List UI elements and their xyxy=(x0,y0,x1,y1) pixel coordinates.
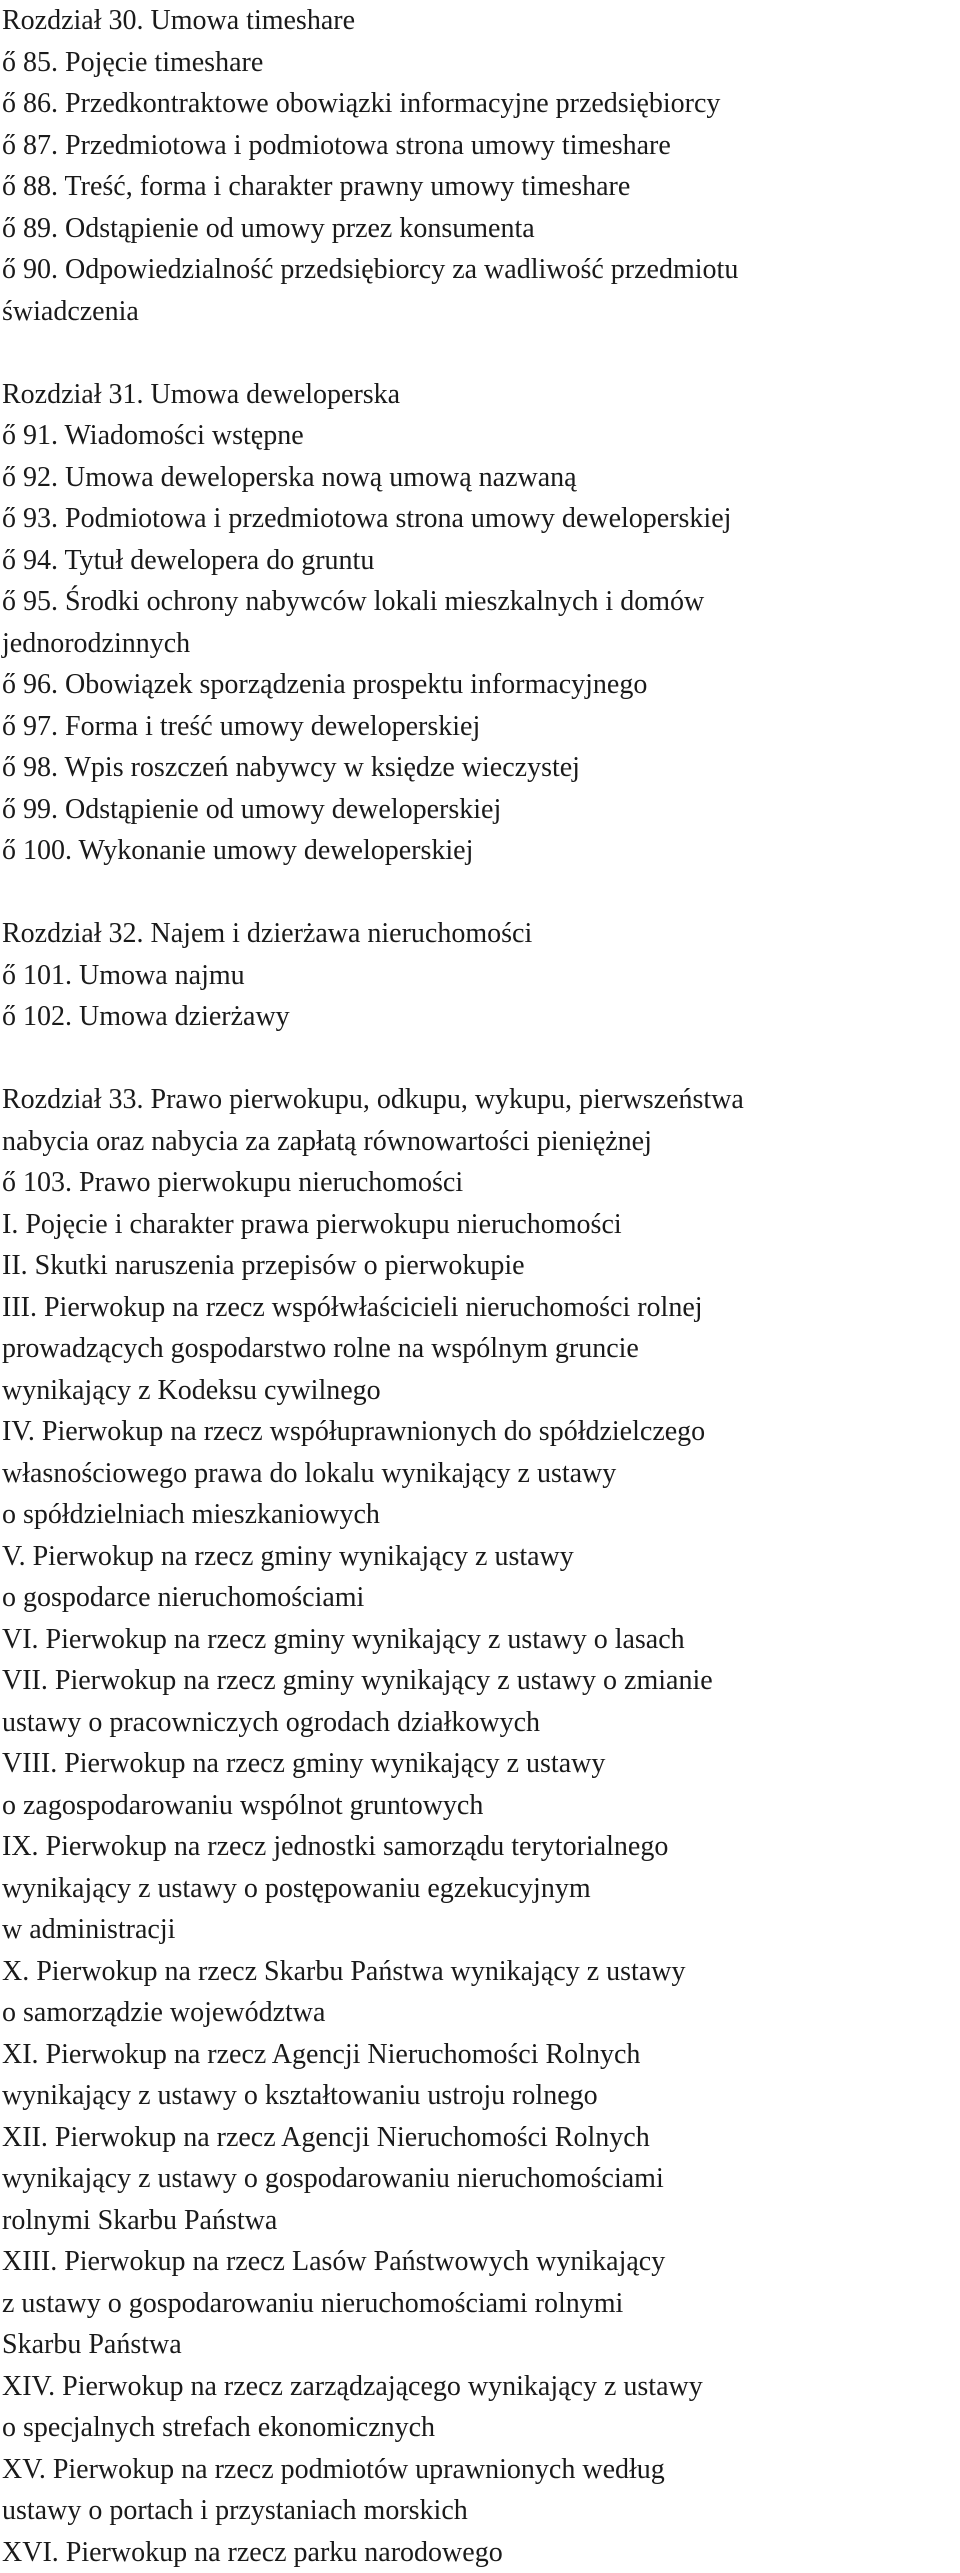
toc-line: prowadzących gospodarstwo rolne na wspólnym gruncie xyxy=(2,1328,960,1370)
toc-line: z ustawy o gospodarowaniu nieruchomościami rolnymi xyxy=(2,2283,960,2325)
toc-line: III. Pierwokup na rzecz współwłaścicieli nieruchomości rolnej xyxy=(2,1287,960,1329)
toc-line: IX. Pierwokup na rzecz jednostki samorządu terytorialnego xyxy=(2,1826,960,1868)
toc-line: ő 103. Prawo pierwokupu nieruchomości xyxy=(2,1162,960,1204)
section-spacer xyxy=(2,332,960,374)
toc-line: ő 88. Treść, forma i charakter prawny umowy timeshare xyxy=(2,166,960,208)
toc-line: ő 94. Tytuł dewelopera do gruntu xyxy=(2,540,960,582)
toc-line: IV. Pierwokup na rzecz współuprawnionych do spółdzielczego xyxy=(2,1411,960,1453)
toc-line: rolnymi Skarbu Państwa xyxy=(2,2200,960,2242)
toc-line: XI. Pierwokup na rzecz Agencji Nieruchomości Rolnych xyxy=(2,2034,960,2076)
section-spacer xyxy=(2,872,960,914)
toc-line: ő 90. Odpowiedzialność przedsiębiorcy za wadliwość przedmiotu xyxy=(2,249,960,291)
toc-line: ő 100. Wykonanie umowy deweloperskiej xyxy=(2,830,960,872)
toc-line: Rozdział 33. Prawo pierwokupu, odkupu, wykupu, pierwszeństwa xyxy=(2,1079,960,1121)
toc-line: ő 101. Umowa najmu xyxy=(2,955,960,997)
toc-line: I. Pojęcie i charakter prawa pierwokupu nieruchomości xyxy=(2,1204,960,1246)
toc-line: ő 89. Odstąpienie od umowy przez konsumenta xyxy=(2,208,960,250)
toc-line: wynikający z ustawy o gospodarowaniu nieruchomościami xyxy=(2,2158,960,2200)
toc-line: XIII. Pierwokup na rzecz Lasów Państwowych wynikający xyxy=(2,2241,960,2283)
toc-line: ő 96. Obowiązek sporządzenia prospektu informacyjnego xyxy=(2,664,960,706)
toc-line: V. Pierwokup na rzecz gminy wynikający z ustawy xyxy=(2,1536,960,1578)
toc-line: o zagospodarowaniu wspólnot gruntowych xyxy=(2,1785,960,1827)
toc-line: ő 86. Przedkontraktowe obowiązki informacyjne przedsiębiorcy xyxy=(2,83,960,125)
toc-line: Rozdział 30. Umowa timeshare xyxy=(2,0,960,42)
toc-line: ő 91. Wiadomości wstępne xyxy=(2,415,960,457)
toc-line: świadczenia xyxy=(2,291,960,333)
toc-line: o gospodarce nieruchomościami xyxy=(2,1577,960,1619)
toc-line: X. Pierwokup na rzecz Skarbu Państwa wynikający z ustawy xyxy=(2,1951,960,1993)
toc-line: ő 87. Przedmiotowa i podmiotowa strona umowy timeshare xyxy=(2,125,960,167)
toc-line: II. Skutki naruszenia przepisów o pierwokupie xyxy=(2,1245,960,1287)
toc-line: ustawy o portach i przystaniach morskich xyxy=(2,2490,960,2532)
toc-line: Rozdział 31. Umowa deweloperska xyxy=(2,374,960,416)
toc-line: wynikający z ustawy o kształtowaniu ustroju rolnego xyxy=(2,2075,960,2117)
toc-line: ustawy o pracowniczych ogrodach działkowych xyxy=(2,1702,960,1744)
toc-line: ő 102. Umowa dzierżawy xyxy=(2,996,960,1038)
toc-line: o specjalnych strefach ekonomicznych xyxy=(2,2407,960,2449)
toc-line: o samorządzie województwa xyxy=(2,1992,960,2034)
toc-line: w administracji xyxy=(2,1909,960,1951)
toc-line: ő 85. Pojęcie timeshare xyxy=(2,42,960,84)
toc-line: Rozdział 32. Najem i dzierżawa nieruchomości xyxy=(2,913,960,955)
toc-line: o spółdzielniach mieszkaniowych xyxy=(2,1494,960,1536)
section-spacer xyxy=(2,1038,960,1080)
toc-line: jednorodzinnych xyxy=(2,623,960,665)
toc-line: XV. Pierwokup na rzecz podmiotów uprawnionych według xyxy=(2,2449,960,2491)
toc-line: ő 97. Forma i treść umowy deweloperskiej xyxy=(2,706,960,748)
toc-line: VIII. Pierwokup na rzecz gminy wynikający z ustawy xyxy=(2,1743,960,1785)
toc-line: XII. Pierwokup na rzecz Agencji Nieruchomości Rolnych xyxy=(2,2117,960,2159)
toc-line: VII. Pierwokup na rzecz gminy wynikający z ustawy o zmianie xyxy=(2,1660,960,1702)
toc-line: wynikający z Kodeksu cywilnego xyxy=(2,1370,960,1412)
toc-line: ő 99. Odstąpienie od umowy deweloperskiej xyxy=(2,789,960,831)
toc-line: wynikający z ustawy o postępowaniu egzekucyjnym xyxy=(2,1868,960,1910)
toc-line: ő 95. Środki ochrony nabywców lokali mieszkalnych i domów xyxy=(2,581,960,623)
toc-line: ő 93. Podmiotowa i przedmiotowa strona umowy deweloperskiej xyxy=(2,498,960,540)
toc-line: ő 98. Wpis roszczeń nabywcy w księdze wieczystej xyxy=(2,747,960,789)
toc-line: XIV. Pierwokup na rzecz zarządzającego wynikający z ustawy xyxy=(2,2366,960,2408)
toc-line: ő 92. Umowa deweloperska nową umową nazwaną xyxy=(2,457,960,499)
toc-line: VI. Pierwokup na rzecz gminy wynikający z ustawy o lasach xyxy=(2,1619,960,1661)
toc-line: Skarbu Państwa xyxy=(2,2324,960,2366)
toc-line: własnościowego prawa do lokalu wynikający z ustawy xyxy=(2,1453,960,1495)
toc-line: nabycia oraz nabycia za zapłatą równowartości pieniężnej xyxy=(2,1121,960,1163)
toc-line: XVI. Pierwokup na rzecz parku narodowego xyxy=(2,2532,960,2573)
